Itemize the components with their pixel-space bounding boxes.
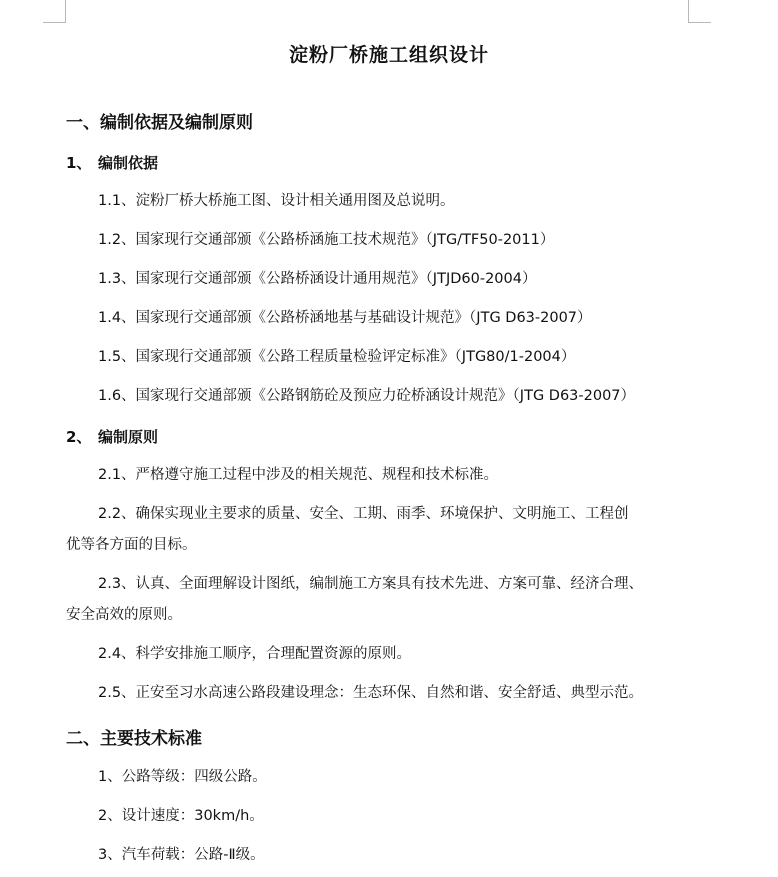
principle-item-5: 2.5、正安至习水高速公路段建设理念：生态环保、自然和谐、安全舒适、典型示范。 <box>98 685 644 701</box>
subsection-title: 编制原则 <box>98 428 159 446</box>
page-corner-mark-left <box>43 0 66 23</box>
principle-item-2: 2.2、确保实现业主要求的质量、安全、工期、雨季、环境保护、文明施工、工程创 <box>98 506 629 522</box>
basis-item-4: 1.4、国家现行交通部颁《公路桥涵地基与基础设计规范》（JTG D63-2007） <box>98 310 592 326</box>
standard-item-1: 1、公路等级：四级公路。 <box>98 769 267 785</box>
subsection-number: 2、 <box>66 428 92 446</box>
principle-item-1: 2.1、严格遵守施工过程中涉及的相关规范、规程和技术标准。 <box>98 467 499 483</box>
standard-item-2: 2、设计速度：30km/h。 <box>98 808 264 824</box>
principle-item-4: 2.4、科学安排施工顺序，合理配置资源的原则。 <box>98 646 412 662</box>
document-title: 淀粉厂桥施工组织设计 <box>288 44 489 66</box>
standard-item-3: 3、汽车荷载：公路-Ⅱ级。 <box>98 847 265 863</box>
section-heading-2: 二、主要技术标准 <box>66 729 202 749</box>
subsection-number: 1、 <box>66 154 92 172</box>
basis-item-3: 1.3、国家现行交通部颁《公路桥涵设计通用规范》（JTJD60-2004） <box>98 271 537 287</box>
section-heading-1: 一、编制依据及编制原则 <box>66 113 253 133</box>
basis-item-1: 1.1、淀粉厂桥大桥施工图、设计相关通用图及总说明。 <box>98 193 455 209</box>
subsection-heading-principles <box>66 426 158 447</box>
page-corner-mark-right <box>688 0 711 23</box>
basis-item-2: 1.2、国家现行交通部颁《公路桥涵施工技术规范》（JTG/TF50-2011） <box>98 232 555 248</box>
principle-item-2-continued: 优等各方面的目标。 <box>66 537 197 553</box>
subsection-title: 编制依据 <box>98 154 159 172</box>
principle-item-3-continued: 安全高效的原则。 <box>66 607 182 623</box>
basis-item-5: 1.5、国家现行交通部颁《公路工程质量检验评定标准》（JTG80/1-2004） <box>98 349 576 365</box>
principle-item-3: 2.3、认真、全面理解设计图纸，编制施工方案具有技术先进、方案可靠、经济合理、 <box>98 576 644 592</box>
subsection-heading-basis <box>66 152 158 173</box>
basis-item-6: 1.6、国家现行交通部颁《公路钢筋砼及预应力砼桥涵设计规范》（JTG D63-2007） <box>98 388 636 404</box>
